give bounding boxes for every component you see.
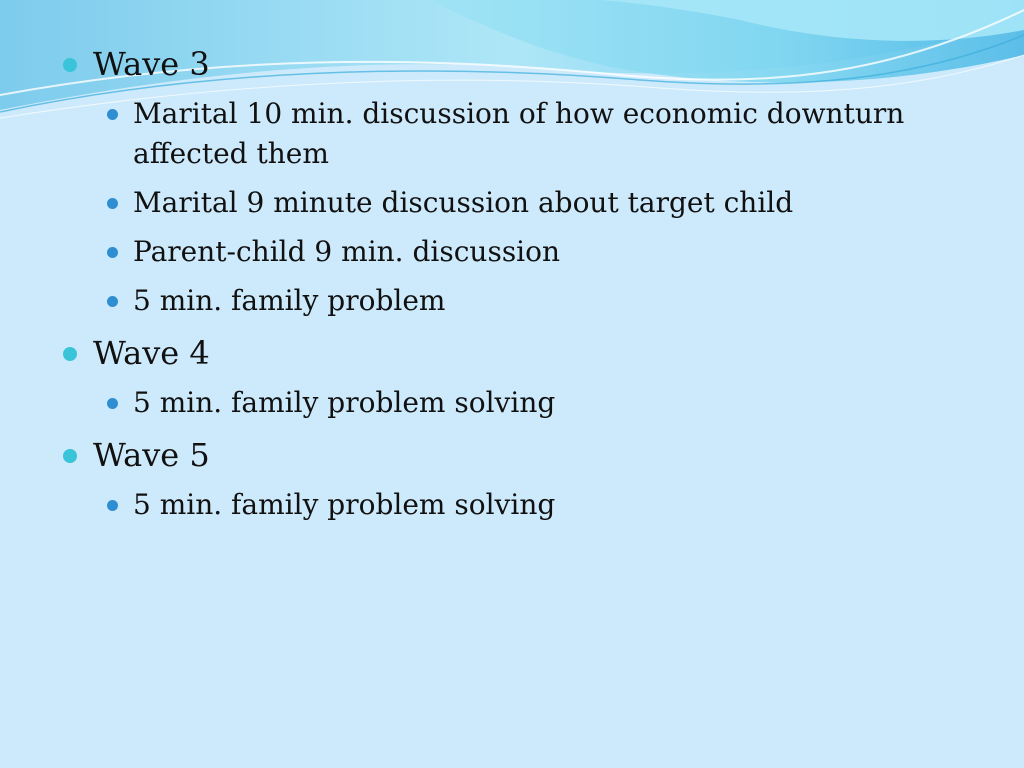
bullet-dot-icon bbox=[107, 109, 118, 120]
level2-label: Marital 9 minute discussion about target child bbox=[133, 186, 794, 219]
wave-4-subitems bbox=[105, 383, 980, 423]
wave-5-group bbox=[60, 435, 980, 525]
level2-label: 5 min. family problem bbox=[133, 284, 446, 317]
bullet-dot-icon bbox=[107, 198, 118, 209]
level1-item-wave-5 bbox=[60, 435, 980, 475]
bullet-dot-icon bbox=[63, 347, 77, 361]
level1-label: Wave 3 bbox=[93, 45, 210, 83]
level2-label: Parent-child 9 min. discussion bbox=[133, 235, 561, 268]
level2-item bbox=[105, 281, 980, 321]
bullet-dot-icon bbox=[107, 247, 118, 258]
level2-label: Marital 10 min. discussion of how economic downturn affected them bbox=[133, 97, 905, 170]
bullet-dot-icon bbox=[63, 449, 77, 463]
level2-item bbox=[105, 232, 980, 272]
level1-item-wave-3 bbox=[60, 44, 980, 84]
bullet-list bbox=[60, 44, 980, 537]
bullet-dot-icon bbox=[63, 58, 77, 72]
wave-4-group bbox=[60, 333, 980, 423]
wave-3-group bbox=[60, 44, 980, 321]
wave-5-subitems bbox=[105, 485, 980, 525]
level1-label: Wave 5 bbox=[93, 436, 210, 474]
level2-item bbox=[105, 94, 980, 174]
level1-label: Wave 4 bbox=[93, 334, 210, 372]
level2-item bbox=[105, 485, 980, 525]
bullet-dot-icon bbox=[107, 296, 118, 307]
level2-item bbox=[105, 183, 980, 223]
wave-3-subitems bbox=[105, 94, 980, 321]
level2-item bbox=[105, 383, 980, 423]
level2-label: 5 min. family problem solving bbox=[133, 488, 556, 521]
level1-item-wave-4 bbox=[60, 333, 980, 373]
bullet-dot-icon bbox=[107, 500, 118, 511]
level2-label: 5 min. family problem solving bbox=[133, 386, 556, 419]
bullet-dot-icon bbox=[107, 398, 118, 409]
